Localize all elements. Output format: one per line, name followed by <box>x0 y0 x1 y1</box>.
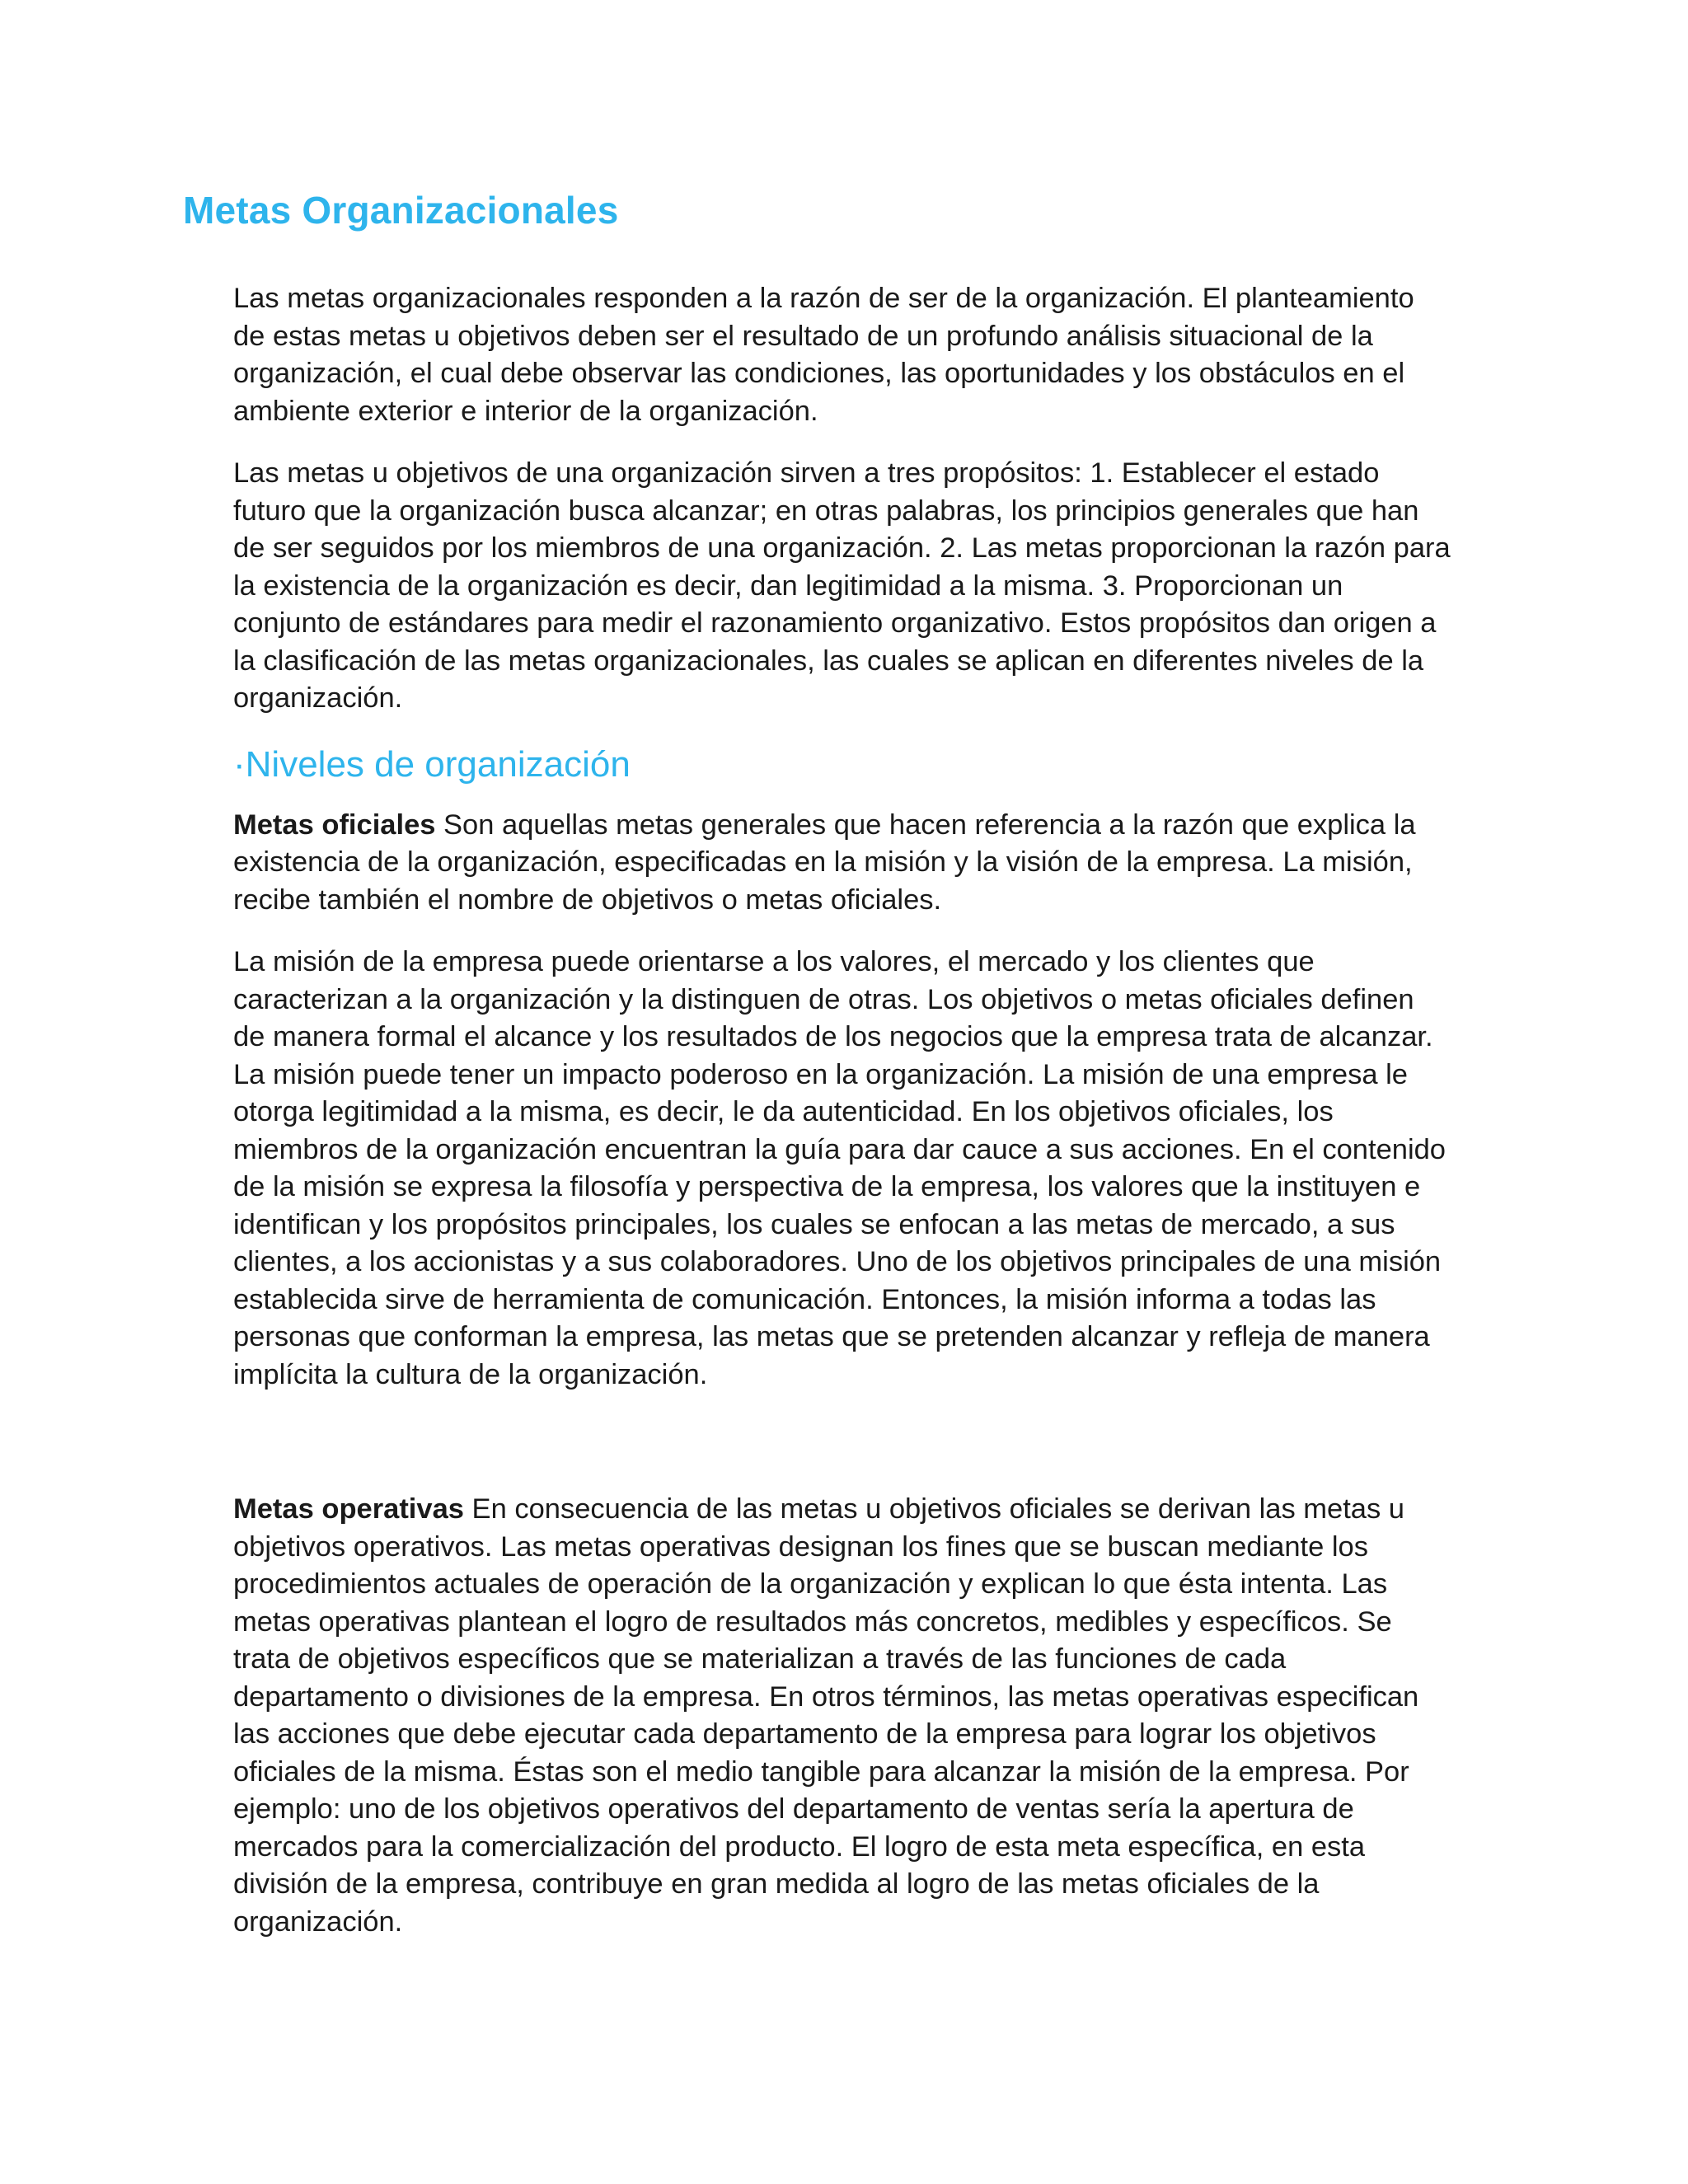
paragraph-metas-oficiales <box>233 807 1453 920</box>
text-metas-oficiales: Son aquellas metas generales que hacen referencia a la razón que explica la existencia de la organización, especificadas en la misión y la visión de la empresa. La misión, recibe también el nombre de objetivos o metas oficiales. <box>233 808 1416 916</box>
section-heading-niveles: ·Niveles de organización <box>233 743 631 785</box>
page-title: Metas Organizacionales <box>183 189 619 232</box>
intro-paragraph-2: Las metas u objetivos de una organización sirven a tres propósitos: 1. Establecer el estado futuro que la organización busca alcanzar; en otras palabras, los principios generales que han de ser seguidos por los miembros de una organización. 2. Las metas proporcionan la razón para la existencia de la organización es decir, dan legitimidad a la misma. 3. Proporcionan un conjunto de estándares para medir el razonamiento organizativo. Estos propósitos dan origen a la clasificación de las metas organizacionales, las cuales se aplican en diferentes niveles de la organización. <box>233 457 1451 714</box>
document-body <box>233 280 1453 1966</box>
text-metas-operativas: En consecuencia de las metas u objetivos oficiales se derivan las metas u objetivos operativos. Las metas operativas designan los fines que se buscan mediante los procedimientos actuales de operación de la organización y explican lo que ésta intenta. Las metas operativas plantean el logro de resultados más concretos, medibles y específicos. Se trata de objetivos específicos que se materializan a través de las funciones de cada departamento o divisiones de la empresa. En otros términos, las metas operativas especifican las acciones que debe ejecutar cada departamento de la empresa para lograr los objetivos oficiales de la misma. Éstas son el medio tangible para alcanzar la misión de la empresa. Por ejemplo: uno de los objetivos operativos del departamento de ventas sería la apertura de mercados para la comercialización del producto. El logro de esta meta específica, en esta división de la empresa, contribuye en gran medida al logro de las metas oficiales de la organización. <box>233 1493 1419 1938</box>
paragraph-mision: La misión de la empresa puede orientarse a los valores, el mercado y los clientes que caracterizan a la organización y la distinguen de otras. Los objetivos o metas oficiales definen de manera formal el alcance y los resultados de los negocios que la empresa trata de alcanzar. La misión puede tener un impacto poderoso en la organización. La misión de una empresa le otorga legitimidad a la misma, es decir, le da autenticidad. En los objetivos oficiales, los miembros de la organización encuentran la guía para dar cauce a sus acciones. En el contenido de la misión se expresa la filosofía y perspectiva de la empresa, los valores que la instituyen e identifican y los propósitos principales, los cuales se enfocan a las metas de mercado, a sus clientes, a los accionistas y a sus colaboradores. Uno de los objetivos principales de una misión establecida sirve de herramienta de comunicación. Entonces, la misión informa a todas las personas que conforman la empresa, las metas que se pretenden alcanzar y refleja de manera implícita la cultura de la organización. <box>233 946 1446 1390</box>
term-metas-operativas: Metas operativas <box>233 1493 464 1525</box>
intro-paragraph-1: Las metas organizacionales responden a la razón de ser de la organización. El planteamiento de estas metas u objetivos deben ser el resultado de un profundo análisis situacional de la organización, el cual debe observar las condiciones, las oportunidades y los obstáculos en el ambiente exterior e interior de la organización. <box>233 283 1414 427</box>
blank-gap <box>233 1418 1453 1491</box>
paragraph-metas-operativas <box>233 1491 1453 1941</box>
term-metas-oficiales: Metas oficiales <box>233 808 436 841</box>
